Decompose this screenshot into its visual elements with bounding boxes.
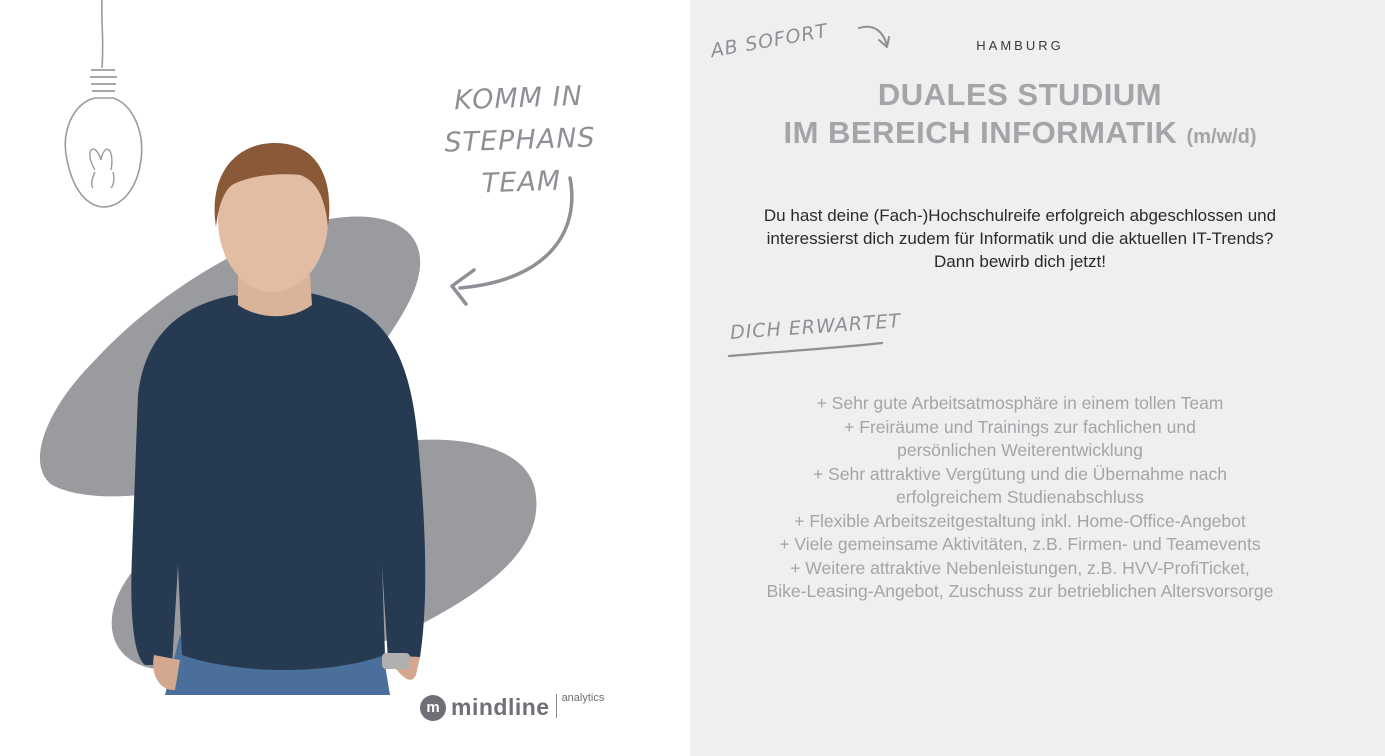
intro-line-3: Dann bewirb dich jetzt! xyxy=(934,252,1106,271)
logo-wordmark: mindline xyxy=(451,694,550,720)
job-location: HAMBURG xyxy=(976,38,1064,53)
intro-line-1: Du hast deine (Fach-)Hochschulreife erfolgreich abgeschlossen und xyxy=(763,206,1277,225)
intro-text xyxy=(690,204,1350,273)
mindline-logo xyxy=(420,694,604,721)
job-title xyxy=(690,76,1350,156)
expect-underline xyxy=(726,340,886,362)
job-title-gender-suffix: (m/w/d) xyxy=(1186,126,1257,148)
job-title-line-2-text: IM BEREICH INFORMATIK xyxy=(783,115,1178,150)
benefit-item: Bike-Leasing-Angebot, Zuschuss zur betrieblichen Altersvorsorge xyxy=(766,581,1274,601)
benefit-item: + Freiräume und Trainings zur fachlichen und xyxy=(844,416,1196,437)
benefit-item: + Flexible Arbeitszeitgestaltung inkl. Home-Office-Angebot xyxy=(794,510,1246,531)
benefit-item: + Weitere attraktive Nebenleistungen, z.B. HVV-ProfiTicket, xyxy=(790,557,1250,578)
start-label: AB SOFORT xyxy=(708,19,830,63)
benefit-item: + Viele gemeinsame Aktivitäten, z.B. Firmen- und Teamevents xyxy=(779,534,1261,554)
intro-line-2: interessierst dich zudem für Informatik und die aktuellen IT-Trends? xyxy=(766,229,1274,248)
callout-line-2: STEPHANS TEAM xyxy=(443,122,597,200)
job-title-line-1: DUALES STUDIUM xyxy=(877,77,1163,112)
benefit-item: persönlichen Weiterentwicklung xyxy=(897,440,1143,460)
left-panel xyxy=(0,0,690,756)
logo-separator xyxy=(556,694,557,718)
expect-label: DICH ERWARTET xyxy=(729,310,902,344)
person-photo xyxy=(120,135,440,695)
benefits-list xyxy=(690,392,1350,604)
benefit-item: erfolgreichem Studienabschluss xyxy=(895,487,1145,507)
logo-mark-icon: m xyxy=(420,695,446,721)
logo-subtitle: analytics xyxy=(561,692,605,704)
benefit-item: + Sehr gute Arbeitsatmosphäre in einem tollen Team xyxy=(816,393,1224,413)
callout-line-1: KOMM IN xyxy=(453,80,584,117)
job-title-line-2 xyxy=(690,114,1350,156)
benefit-item: + Sehr attraktive Vergütung und die Übernahme nach xyxy=(813,463,1227,484)
